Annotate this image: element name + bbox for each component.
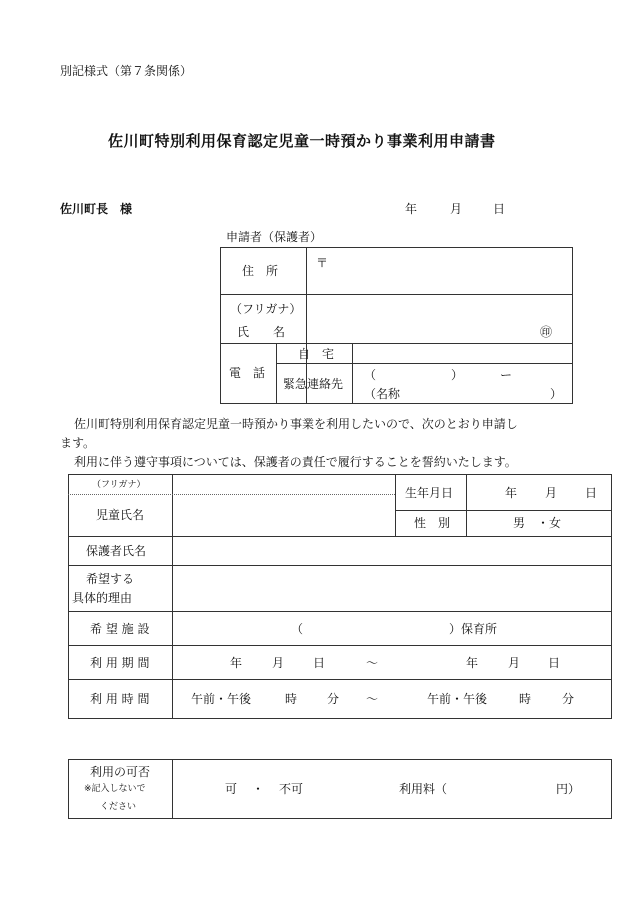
approval-ok-option: 可 <box>225 782 238 796</box>
fee-label: 利用料（ <box>399 782 448 796</box>
applicant-name-label: 氏 名 <box>237 325 286 339</box>
time-tilde: ～ <box>366 692 379 706</box>
period-end-day-label: 日 <box>548 656 561 670</box>
phone-label: 電 話 <box>229 366 266 380</box>
applicant-name-field[interactable] <box>312 298 532 338</box>
approval-separator: ・ <box>252 782 265 796</box>
birthdate-label: 生年月日 <box>405 486 454 500</box>
emergency-org-name-open: （名称 <box>364 387 401 401</box>
time-end-minute-label: 分 <box>562 692 575 706</box>
time-label: 利 用 時 間 <box>90 692 150 706</box>
period-tilde: ～ <box>366 656 379 670</box>
facility-field[interactable] <box>305 616 445 640</box>
period-end-year-label: 年 <box>466 656 479 670</box>
child-name-field[interactable] <box>176 498 391 532</box>
home-phone-label: 自 宅 <box>298 347 335 361</box>
birth-month-label: 月 <box>545 486 558 500</box>
sex-male-option[interactable]: 男 <box>513 516 526 530</box>
emergency-contact-label: 緊急連絡先 <box>283 377 344 391</box>
furigana-label: （フリガナ） <box>230 302 302 316</box>
addressee: 佐川町長 様 <box>60 202 133 216</box>
date-day-label: 日 <box>493 202 506 216</box>
date-year-label: 年 <box>405 202 418 216</box>
body-text-line3: 利用に伴う遵守事項については、保護者の責任で履行することを誓約いたします。 <box>74 455 517 469</box>
page-title: 佐川町特別利用保育認定児童一時預かり事業利用申請書 <box>108 132 496 150</box>
body-text-line2: ます。 <box>60 436 96 450</box>
period-end-month-label: 月 <box>508 656 521 670</box>
date-month-label: 月 <box>450 202 463 216</box>
fee-unit: 円） <box>556 782 581 796</box>
postal-mark: 〒 <box>316 256 329 270</box>
facility-paren-open: （ <box>291 622 304 636</box>
facility-paren-close: ）保育所 <box>449 622 498 636</box>
child-furigana-label: （フリガナ） <box>92 480 146 490</box>
emergency-org-name-close: ） <box>550 387 563 401</box>
sex-label: 性 別 <box>414 516 451 530</box>
guardian-name-label: 保護者氏名 <box>86 544 147 558</box>
time-end-ampm[interactable]: 午前・午後 <box>427 692 488 706</box>
period-start-year-label: 年 <box>230 656 243 670</box>
emergency-paren-close: ） <box>451 368 464 382</box>
office-note-line2: ください <box>100 802 137 812</box>
time-end-hour-label: 時 <box>519 692 532 706</box>
address-field[interactable] <box>330 252 566 288</box>
emergency-paren-open: （ <box>364 368 377 382</box>
reason-field[interactable] <box>176 568 608 608</box>
body-text-line1: 佐川町特別利用保育認定児童一時預かり事業を利用したいので、次のとおり申請し <box>74 417 518 431</box>
sex-female-option[interactable]: ・女 <box>537 516 562 530</box>
seal-mark: ㊞ <box>540 325 553 339</box>
birth-year-label: 年 <box>505 486 518 500</box>
birth-day-label: 日 <box>585 486 598 500</box>
home-phone-field[interactable] <box>356 345 570 361</box>
child-name-label: 児童氏名 <box>96 508 145 522</box>
applicant-section-label: 申請者（保護者） <box>226 230 323 244</box>
child-furigana-field[interactable] <box>176 477 391 492</box>
emergency-dash: ー <box>500 368 513 382</box>
time-start-hour-label: 時 <box>285 692 298 706</box>
reason-label-line1: 希望する <box>86 572 135 586</box>
time-start-minute-label: 分 <box>327 692 340 706</box>
office-note-line1: ※記入しないで <box>84 784 146 794</box>
reason-label-line2: 具体的理由 <box>72 591 133 605</box>
approval-ng-option: 不可 <box>279 782 304 796</box>
form-reference: 別記様式（第７条関係） <box>60 64 193 78</box>
address-label: 住 所 <box>242 264 279 278</box>
period-start-month-label: 月 <box>272 656 285 670</box>
period-start-day-label: 日 <box>313 656 326 670</box>
approval-label: 利用の可否 <box>90 765 151 779</box>
facility-label: 希 望 施 設 <box>90 622 150 636</box>
emergency-contact-field[interactable] <box>372 366 568 400</box>
guardian-name-field[interactable] <box>176 539 608 562</box>
time-start-ampm[interactable]: 午前・午後 <box>191 692 252 706</box>
period-label: 利 用 期 間 <box>90 656 150 670</box>
